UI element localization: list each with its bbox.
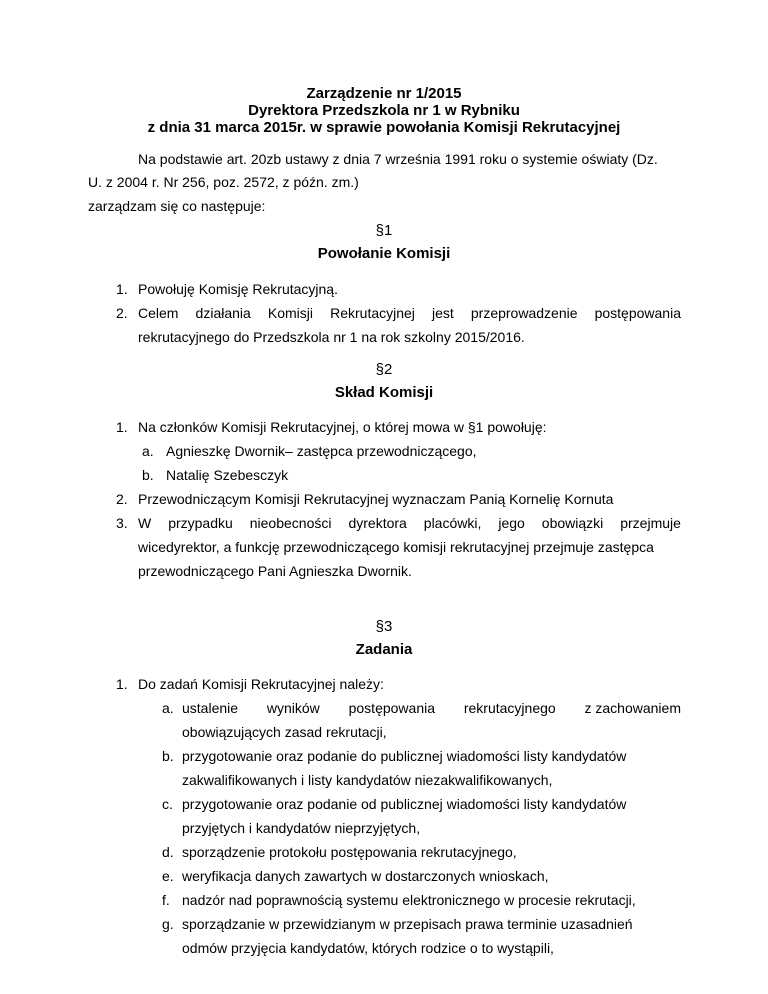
word: postępowania: [594, 305, 681, 321]
word: jego: [498, 515, 525, 531]
s3-c-line2: przyjętych i kandydatów nieprzyjętych,: [182, 820, 421, 836]
s3-d-letter: d.: [162, 844, 174, 860]
s1-item1-text: Powołuję Komisję Rekrutacyjną.: [138, 281, 338, 297]
word: ustalenie: [182, 700, 239, 716]
word: placówki,: [423, 515, 482, 531]
section-3-title: Zadania: [355, 641, 413, 658]
word: Komisji: [267, 305, 314, 321]
s1-item2-line2: rekrutacyjnego do Przedszkola nr 1 na rok szkolny 2015/2016.: [138, 329, 525, 345]
s3-c-line1: przygotowanie oraz podanie od publicznej wiadomości listy kandydatów: [182, 796, 627, 812]
word: dyrektora: [348, 515, 407, 531]
s2-sub-b-letter: b.: [142, 467, 154, 483]
s3-c-letter: c.: [162, 796, 173, 812]
word: przejmuje: [620, 515, 681, 531]
s2-item1-text: Na członków Komisji Rekrutacyjnej, o której mowa w §1 powołuję:: [138, 419, 547, 435]
word: rekrutacyjnego: [463, 700, 556, 716]
s2-item3-line1: [138, 514, 681, 532]
s3-a-line1: [182, 699, 681, 717]
s2-item2-number: 2.: [116, 491, 128, 507]
s3-f-text: nadzór nad poprawnością systemu elektronicznego w procesie rekrutacji,: [182, 892, 636, 908]
word: jest: [432, 305, 454, 321]
s3-b-letter: b.: [162, 748, 174, 764]
word: Rekrutacyjnej: [330, 305, 415, 321]
s2-item3-line2: wicedyrektor, a funkcję przewodniczącego komisji rekrutacyjnej przejmuje zastępca: [138, 539, 654, 555]
s2-item1-number: 1.: [116, 419, 128, 435]
s3-a-line2: obowiązujących zasad rekrutacji,: [182, 724, 387, 740]
section-2-symbol: §2: [375, 361, 393, 378]
word: Celem: [138, 305, 179, 321]
word: z zachowaniem: [584, 700, 681, 716]
s3-b-line1: przygotowanie oraz podanie do publicznej wiadomości listy kandydatów: [182, 748, 627, 764]
doc-title-line1: Zarządzenie nr 1/2015: [306, 85, 462, 102]
intro-line3: zarządzam się co następuje:: [88, 198, 266, 214]
s3-a-letter: a.: [162, 700, 174, 716]
s3-item1-text: Do zadań Komisji Rekrutacyjnej należy:: [138, 676, 384, 692]
word: przypadku: [168, 515, 233, 531]
doc-title-line3: z dnia 31 marca 2015r. w sprawie powołania Komisji Rekrutacyjnej: [147, 119, 621, 136]
word: działania: [195, 305, 251, 321]
s2-sub-a-letter: a.: [142, 443, 154, 459]
s3-g-line2: odmów przyjęcia kandydatów, których rodzice o to wystąpili,: [182, 940, 554, 956]
s3-d-text: sporządzenie protokołu postępowania rekrutacyjnego,: [182, 844, 517, 860]
section-3-symbol: §3: [375, 618, 393, 635]
s2-item3-number: 3.: [116, 515, 128, 531]
doc-title-line2: Dyrektora Przedszkola nr 1 w Rybniku: [248, 102, 520, 119]
word: W: [138, 515, 152, 531]
word: przeprowadzenie: [470, 305, 578, 321]
s3-item1-number: 1.: [116, 676, 128, 692]
s2-sub-b-text: Natalię Szebesczyk: [166, 467, 289, 483]
s3-g-line1: sporządzanie w przewidzianym w przepisach prawa terminie uzasadnień: [182, 916, 633, 932]
s3-e-text: weryfikacja danych zawartych w dostarczonych wnioskach,: [182, 868, 549, 884]
section-2-title: Skład Komisji: [334, 384, 434, 401]
s1-item2-line1: [138, 304, 681, 322]
intro-line2: U. z 2004 r. Nr 256, poz. 2572, z późn. zm.): [88, 174, 359, 190]
s1-item1-number: 1.: [116, 281, 128, 297]
s1-item2-number: 2.: [116, 305, 128, 321]
s3-b-line2: zakwalifikowanych i listy kandydatów niezakwalifikowanych,: [182, 772, 553, 788]
s2-item2-text: Przewodniczącym Komisji Rekrutacyjnej wyznaczam Panią Kornelię Kornuta: [138, 491, 614, 507]
s3-e-letter: e.: [162, 868, 174, 884]
word: obowiązki: [541, 515, 604, 531]
s2-sub-a-text: Agnieszkę Dwornik– zastępca przewodniczącego,: [166, 443, 477, 459]
word: postępowania: [348, 700, 436, 716]
word: nieobecności: [249, 515, 332, 531]
word: wyników: [266, 700, 320, 716]
section-1-symbol: §1: [375, 222, 393, 239]
s3-g-letter: g.: [162, 916, 174, 932]
s2-item3-line3: przewodniczącego Pani Agnieszka Dwornik.: [138, 563, 412, 579]
section-1-title: Powołanie Komisji: [317, 245, 451, 262]
s3-f-letter: f.: [162, 892, 170, 908]
intro-line1: Na podstawie art. 20zb ustawy z dnia 7 września 1991 roku o systemie oświaty (Dz.: [138, 151, 658, 167]
